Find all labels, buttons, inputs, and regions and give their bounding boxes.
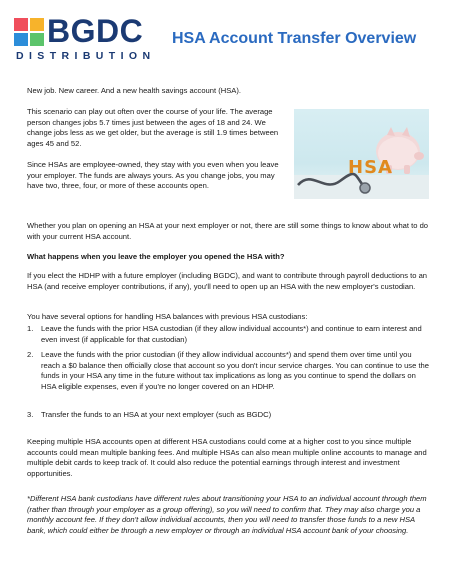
list-number: 2. <box>27 350 34 359</box>
employee-owned-paragraph: Since HSAs are employee-owned, they stay with you even when you leave your employer. The funds are always yours. As you change jobs, you may have two, three, four, or more of these accounts open. <box>27 160 279 191</box>
section-heading: What happens when you leave the employer you opened the HSA with? <box>27 252 285 261</box>
options-intro: You have several options for handling HSA balances with previous HSA custodians: <box>27 312 308 321</box>
bgdc-logo <box>14 13 156 62</box>
list-number: 3. <box>27 410 34 419</box>
page-title: HSA Account Transfer Overview <box>172 30 417 47</box>
footnote: *Different HSA bank custodians have different rules about transitioning your HSA to an individual account through them (rather than through your employer as a group offering), so you will need to confirm that. They may also charge you a monthly account fee. If they don't allow individual accounts, then you will need to transfer those funds to a new HSA bank, which could either be through a new employer or through an individual HSA account bank of your choosing. <box>27 494 427 535</box>
logo-mark-icon <box>14 18 44 46</box>
hsa-letters: HSA <box>348 157 393 178</box>
piggy-bank-icon <box>294 109 429 199</box>
logo-wordmark: BGDC <box>47 13 144 49</box>
list-text: Transfer the funds to an HSA at your next employer (such as BGDC) <box>41 410 272 419</box>
list-text: Leave the funds with the prior custodian (if they allow individual accounts*) and spend them over time until you reach a $0 balance then officially close that account so you don't incur service charges. You can continue to use the funds in your HSA any time in the future without tax implications as long as you continue to spend the dollars on HSA eligible expenses, even if you're no longer covered on an HDHP. <box>41 350 429 391</box>
list-number: 1. <box>27 324 34 333</box>
multiple-accounts-paragraph: Keeping multiple HSA accounts open at different HSA custodians could come at a higher cost to you since multiple accounts could mean multiple banking fees. And multiple HSAs can also mean multiple online accounts to manage and multiple debit cards to keep track of. It could also reduce the potential earnings through interest and investment opportunities. <box>27 437 427 478</box>
hsa-piggy-bank-photo <box>294 109 429 199</box>
job-change-paragraph: This scenario can play out often over the course of your life. The average person changes jobs 5.7 times just between the ages of 18 and 24. We change jobs less as we get older, but the average is still 1.9 times between ages 45 and 52. <box>27 107 279 148</box>
whether-paragraph: Whether you plan on opening an HSA at your next employer or not, there are still some things to know about what to do with your current HSA account. <box>27 221 429 241</box>
intro-paragraph: New job. New career. And a new health savings account (HSA). <box>27 86 241 95</box>
list-text: Leave the funds with the prior HSA custodian (if they allow individual accounts*) and continue to earn interest and even invest (if applicable for that custodian) <box>41 324 422 344</box>
hdhp-paragraph: If you elect the HDHP with a future employer (including BGDC), and want to contribute through payroll deductions to an HSA (and receive employer contributions, if any), you'll need to open up an HSA with the new employer's custodian. <box>27 271 428 291</box>
logo-subtitle: DISTRIBUTION <box>16 50 156 62</box>
